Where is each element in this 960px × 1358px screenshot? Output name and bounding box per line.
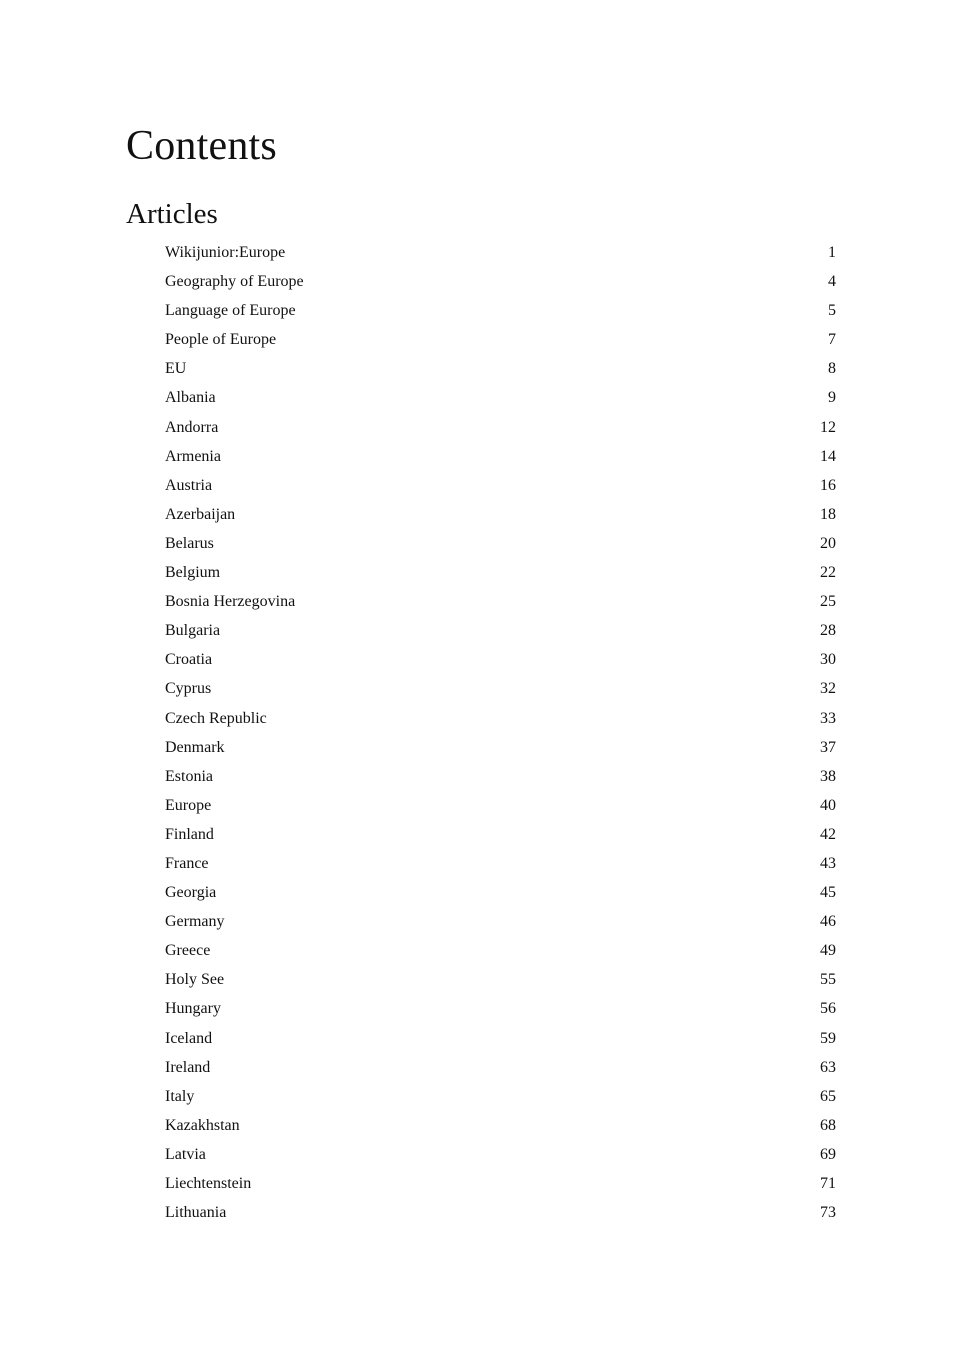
- toc-entry[interactable]: [165, 1140, 836, 1169]
- toc-entry-page-number: 65: [820, 1087, 836, 1105]
- toc-entry-page-number: 49: [820, 942, 836, 960]
- toc-entry-page-number: 71: [820, 1175, 836, 1192]
- toc-entry-page-number: 42: [820, 825, 836, 843]
- toc-entry[interactable]: [165, 325, 836, 354]
- toc-entry-page-number: 43: [820, 854, 836, 872]
- toc-entry[interactable]: [165, 296, 836, 325]
- toc-entry[interactable]: [165, 791, 836, 820]
- toc-entry-label[interactable]: Azerbaijan: [165, 505, 236, 523]
- toc-entry-page-number: 25: [820, 593, 836, 611]
- toc-entry-page-number: 8: [828, 360, 836, 378]
- toc-entry[interactable]: [165, 704, 836, 733]
- toc-entry[interactable]: [165, 1024, 836, 1053]
- toc-entry[interactable]: [165, 1082, 836, 1111]
- toc-entry[interactable]: [165, 674, 836, 703]
- toc-entry-page-number: 69: [820, 1145, 836, 1163]
- toc-entry-page-number: 38: [820, 767, 836, 785]
- toc-entry-page-number: 4: [828, 273, 836, 291]
- toc-entry-page-number: 18: [820, 505, 836, 523]
- toc-entry-label[interactable]: Croatia: [165, 651, 213, 669]
- toc-entry-page-number: 14: [820, 447, 836, 465]
- toc-entry-page-number: 16: [820, 476, 836, 494]
- toc-entry-page-number: 22: [820, 564, 836, 582]
- toc-entry[interactable]: [165, 383, 836, 412]
- toc-entry-label[interactable]: Kazakhstan: [165, 1116, 240, 1134]
- toc-entry[interactable]: [165, 965, 836, 994]
- toc-entry-label[interactable]: Europe: [165, 796, 212, 814]
- toc-entry-label[interactable]: Latvia: [165, 1145, 206, 1163]
- toc-entry[interactable]: [165, 762, 836, 791]
- toc-entry-page-number: 55: [820, 971, 836, 989]
- toc-entry-page-number: 5: [828, 302, 836, 320]
- toc-entry-label[interactable]: Iceland: [165, 1029, 213, 1047]
- toc-entry-page-number: 20: [820, 534, 836, 552]
- toc-entry-label[interactable]: Andorra: [165, 418, 219, 436]
- toc-entry-label[interactable]: Italy: [165, 1087, 195, 1105]
- toc-entry-label[interactable]: Geography of Europe: [165, 273, 304, 291]
- toc-entry-page-number: 32: [820, 680, 836, 698]
- toc-entry[interactable]: [165, 1053, 836, 1082]
- toc-entry-label[interactable]: Bulgaria: [165, 622, 221, 640]
- toc-entry-label[interactable]: Greece: [165, 942, 211, 960]
- toc-entry-page-number: 56: [820, 1000, 836, 1018]
- toc-entry-page-number: 68: [820, 1116, 836, 1134]
- toc-entry-page-number: 73: [820, 1204, 836, 1222]
- toc-entry-page-number: 45: [820, 884, 836, 902]
- toc-entry-label[interactable]: Czech Republic: [165, 709, 267, 727]
- toc-entry-label[interactable]: Wikijunior:Europe: [165, 244, 286, 261]
- toc-entry[interactable]: [165, 471, 836, 500]
- toc-entry-label[interactable]: Georgia: [165, 884, 217, 902]
- toc-entry[interactable]: [165, 558, 836, 587]
- toc-entry-page-number: 37: [820, 738, 836, 756]
- toc-entry-page-number: 46: [820, 913, 836, 931]
- toc-entry-page-number: 9: [828, 389, 836, 407]
- toc-entry-label[interactable]: People of Europe: [165, 331, 277, 349]
- toc-entry-page-number: 1: [828, 244, 836, 261]
- toc-entry-label[interactable]: Cyprus: [165, 680, 212, 698]
- toc-entry-label[interactable]: Austria: [165, 476, 213, 494]
- toc-entry[interactable]: [165, 529, 836, 558]
- toc-entry-page-number: 7: [828, 331, 836, 349]
- toc-entry-page-number: 40: [820, 796, 836, 814]
- toc-entry[interactable]: [165, 1169, 836, 1198]
- toc-entry-page-number: 33: [820, 709, 836, 727]
- toc-entry[interactable]: [165, 733, 836, 762]
- toc-entry[interactable]: [165, 936, 836, 965]
- toc-entry[interactable]: [165, 1111, 836, 1140]
- toc-entry-label[interactable]: Hungary: [165, 1000, 221, 1018]
- toc-entry-page-number: 30: [820, 651, 836, 669]
- table-of-contents: [165, 238, 836, 1227]
- toc-entry-label[interactable]: Bosnia Herzegovina: [165, 593, 296, 611]
- toc-entry-label[interactable]: Lithuania: [165, 1204, 227, 1222]
- toc-entry[interactable]: [165, 616, 836, 645]
- toc-entry[interactable]: [165, 587, 836, 616]
- toc-entry[interactable]: [165, 413, 836, 442]
- toc-entry[interactable]: [165, 994, 836, 1023]
- toc-entry-page-number: 28: [820, 622, 836, 640]
- toc-entry-label[interactable]: Language of Europe: [165, 302, 296, 320]
- toc-entry[interactable]: [165, 500, 836, 529]
- toc-entry-page-number: 63: [820, 1058, 836, 1076]
- toc-entry[interactable]: [165, 907, 836, 936]
- toc-entry-label[interactable]: Belgium: [165, 564, 221, 582]
- toc-entry-label[interactable]: Germany: [165, 913, 225, 931]
- toc-entry-page-number: 12: [820, 418, 836, 436]
- toc-entry-label[interactable]: EU: [165, 360, 187, 378]
- toc-entry[interactable]: [165, 238, 836, 267]
- toc-entry-label[interactable]: Holy See: [165, 971, 225, 989]
- toc-entry[interactable]: [165, 1198, 836, 1227]
- toc-entry-label[interactable]: France: [165, 854, 209, 872]
- toc-entry-page-number: 59: [820, 1029, 836, 1047]
- page-title: Contents: [126, 123, 277, 169]
- toc-entry[interactable]: [165, 645, 836, 674]
- toc-entry-label[interactable]: Belarus: [165, 534, 214, 552]
- toc-entry-label[interactable]: Finland: [165, 825, 214, 843]
- section-heading-articles: Articles: [126, 198, 218, 230]
- toc-entry-label[interactable]: Armenia: [165, 447, 221, 465]
- toc-entry[interactable]: [165, 878, 836, 907]
- toc-entry[interactable]: [165, 849, 836, 878]
- toc-entry-label[interactable]: Ireland: [165, 1058, 211, 1076]
- toc-entry[interactable]: [165, 354, 836, 383]
- toc-entry-label[interactable]: Denmark: [165, 738, 225, 756]
- toc-entry[interactable]: [165, 820, 836, 849]
- toc-entry-label[interactable]: Estonia: [165, 767, 213, 785]
- toc-entry-label[interactable]: Albania: [165, 389, 216, 407]
- toc-entry-label[interactable]: Liechtenstein: [165, 1175, 252, 1192]
- toc-entry[interactable]: [165, 267, 836, 296]
- toc-entry[interactable]: [165, 442, 836, 471]
